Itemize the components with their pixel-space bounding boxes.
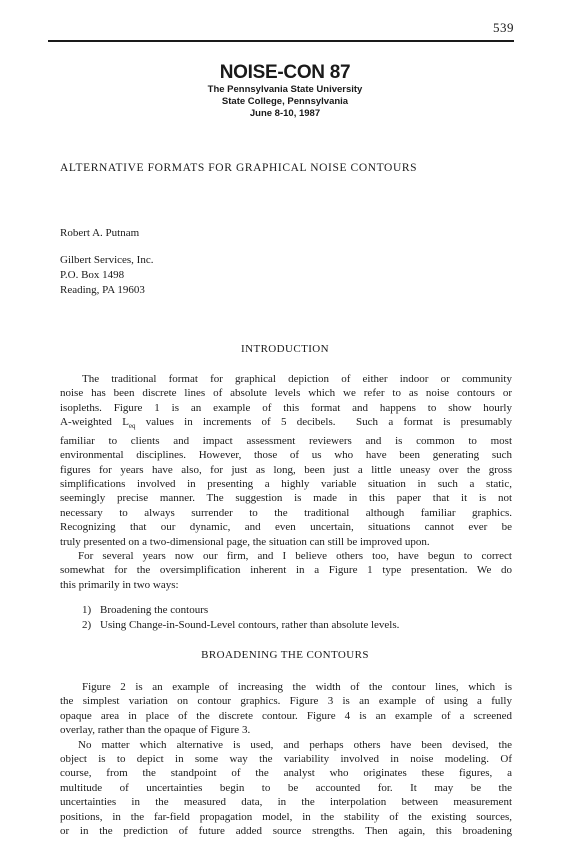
text-line: environmental disciplines. However, those of us who have been generating such	[60, 449, 512, 462]
conference-dates: June 8-10, 1987	[249, 108, 321, 119]
text-line: Figure 2 is an example of increasing the width of the contour lines, which is	[82, 681, 512, 693]
page-number: 539	[493, 20, 514, 35]
conference-university: The Pennsylvania State University	[207, 84, 363, 95]
text-line: this primarily in two ways:	[60, 578, 179, 591]
text-line: isopleths. Figure 1 is an example of this format and happens to show hourly	[60, 401, 512, 414]
text-line: For several years now our firm, and I believe others too, have begun to correct	[78, 550, 512, 563]
section-heading-introduction: INTRODUCTION	[241, 343, 329, 355]
text-line: object is to depict in some way the variability involved in noise modeling. Of	[60, 753, 512, 766]
author-block	[60, 226, 153, 298]
paper-title: ALTERNATIVE FORMATS FOR GRAPHICAL NOISE CONTOURS	[60, 162, 418, 174]
list-item: 1) Broadening the contours	[82, 604, 209, 616]
text-line: Recognizing that our dynamic, and even uncertain, situations cannot ever be	[60, 521, 512, 534]
text-line: noise has been discrete lines of absolute levels which we refer to as noise contours or	[60, 387, 512, 400]
text-line-leq: A-weighted $L_{eq}$ values in increments of 5 decibels. Such a format is presumably	[60, 416, 512, 431]
conference-header	[0, 62, 570, 120]
list-item: 2) Using Change-in-Sound-Level contours, rather than absolute levels.	[82, 619, 400, 631]
text-line: simplifications involved in presenting a highly variable situation in such a static,	[60, 478, 512, 491]
leq-subscript: eq	[128, 422, 136, 431]
intro-list	[82, 603, 399, 633]
author-organization: Gilbert Services, Inc.	[60, 254, 154, 266]
header-rule	[48, 40, 514, 42]
broadening-paragraph-1	[60, 680, 512, 838]
text-line: The traditional format for graphical depiction of either indoor or community	[82, 373, 512, 385]
text-line: opaque area in place of the discrete contour. Figure 4 is an example of a screened	[60, 709, 512, 722]
text-line: somewhat for the oversimplification inherent in a Figure 1 type presentation. We do	[60, 564, 512, 577]
text-line: figures for years have also, for just as long, been just a little uneasy over the gross	[60, 463, 512, 476]
text-line: the simplest variation on contour graphics. Figure 3 is an example of using a fully	[60, 695, 512, 708]
conference-location: State College, Pennsylvania	[221, 96, 349, 107]
text-line: course, from the standpoint of the analyst who originates these figures, a	[60, 767, 512, 780]
author-address-line2: Reading, PA 19603	[60, 284, 145, 296]
author-name: Robert A. Putnam	[60, 227, 140, 239]
text-line: truly presented on a two-dimensional page, the situation can still be improved upon.	[60, 535, 430, 548]
leq-prefix: A-weighted L	[60, 416, 129, 429]
text-line: or in the prediction of future added source strengths. Then again, this broadening	[60, 825, 512, 838]
text-line: familiar to clients and impact assessment reviewers and is common to most	[60, 434, 512, 447]
text-line: positions, in the far-field propagation model, in the stability of the existing sources,	[60, 810, 512, 823]
section-heading-broadening: BROADENING THE CONTOURS	[201, 649, 369, 661]
text-line: No matter which alternative is used, and perhaps others have been devised, the	[78, 738, 512, 751]
conference-name: NOISE-CON 87	[219, 62, 351, 83]
text-line: necessary to always surrender to the traditional although familiar graphics.	[60, 506, 512, 519]
text-line: overlay, rather than the opaque of Figure 3.	[60, 724, 251, 737]
text-line: multitude of uncertainties begin to be accounted for. It may be the	[60, 781, 512, 794]
author-address-line1: P.O. Box 1498	[60, 269, 125, 281]
intro-paragraph-1	[60, 372, 512, 592]
text-line: seemingly precise manner. The suggestion is made in this paper that it is not	[60, 492, 512, 505]
text-line: uncertainties in the measured data, in the interpolation between measurement	[60, 796, 512, 809]
